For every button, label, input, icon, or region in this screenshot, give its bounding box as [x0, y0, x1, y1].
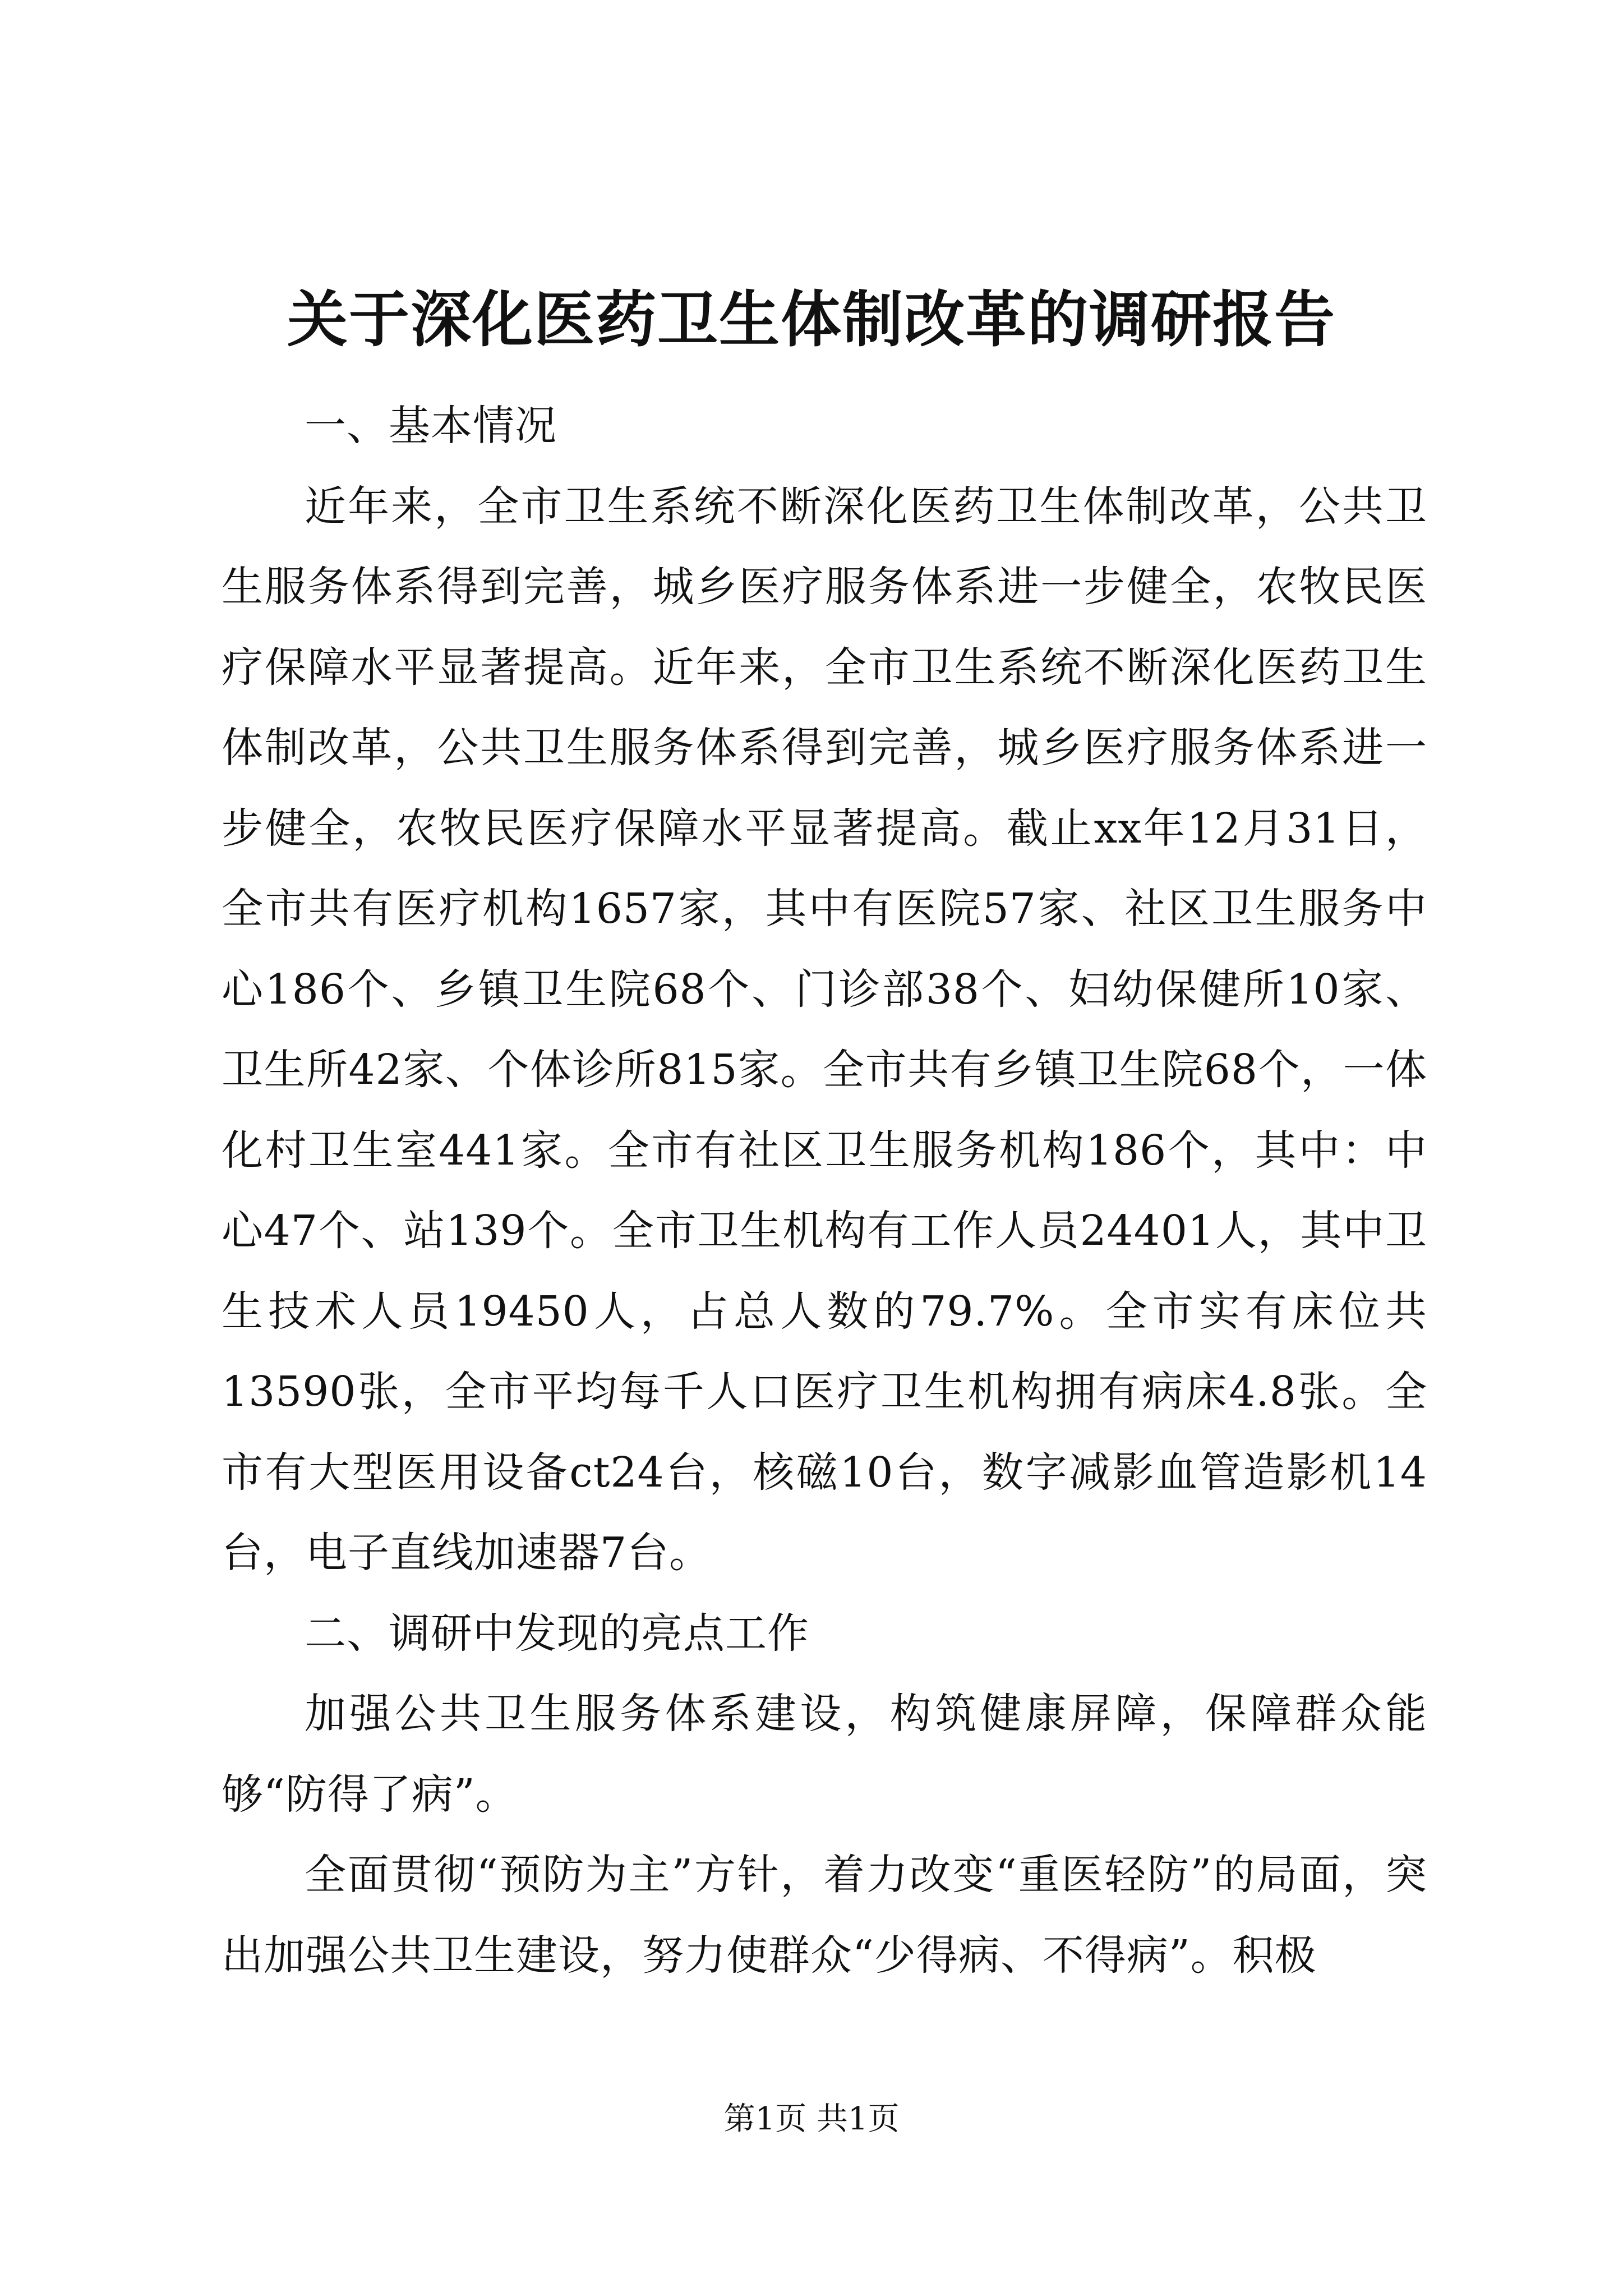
paragraph-basic-info: 近年来，全市卫生系统不断深化医药卫生体制改革，公共卫生服务体系得到完善，城乡医疗服务体系进一步健全，农牧民医疗保障水平显著提高。近年来，全市卫生系统不断深化医药卫生体制改革，公共卫生服务体系得到完善，城乡医疗服务体系进一步健全，农牧民医疗保障水平显著提高。截止xx年12月31日，全市共有医疗机构1657家，其中有医院57家、社区卫生服务中心186个、乡镇卫生院68个、门诊部38个、妇幼保健所10家、卫生所42家、个体诊所815家。全市共有乡镇卫生院68个，一体化村卫生室441家。全市有社区卫生服务机构186个，其中：中心47个、站139个。全市卫生机构有工作人员24401人，其中卫生技术人员19450人，占总人数的79.7%。全市实有床位共13590张，全市平均每千人口医疗卫生机构拥有病床4.8张。全市有大型医用设备ct24台，核磁10台，数字减影血管造影机14台，电子直线加速器7台。 [222, 482, 1427, 1577]
paragraph-public-health: 加强公共卫生服务体系建设，构筑健康屏障，保障群众能够“防得了病”。 [222, 1690, 1427, 1819]
document-title: 关于深化医药卫生体制改革的调研报告 [287, 284, 1336, 355]
paragraph-prevention: 全面贯彻“预防为主”方针，着力改变“重医轻防”的局面，突出加强公共卫生建设，努力使群众“少得病、不得病”。积极 [222, 1851, 1427, 1980]
page-footer: 第1页 共1页 [723, 2101, 900, 2137]
section-heading-highlights: 二、调研中发现的亮点工作 [305, 1609, 809, 1658]
section-heading-basic: 一、基本情况 [305, 402, 557, 450]
document-body [222, 386, 1427, 1996]
